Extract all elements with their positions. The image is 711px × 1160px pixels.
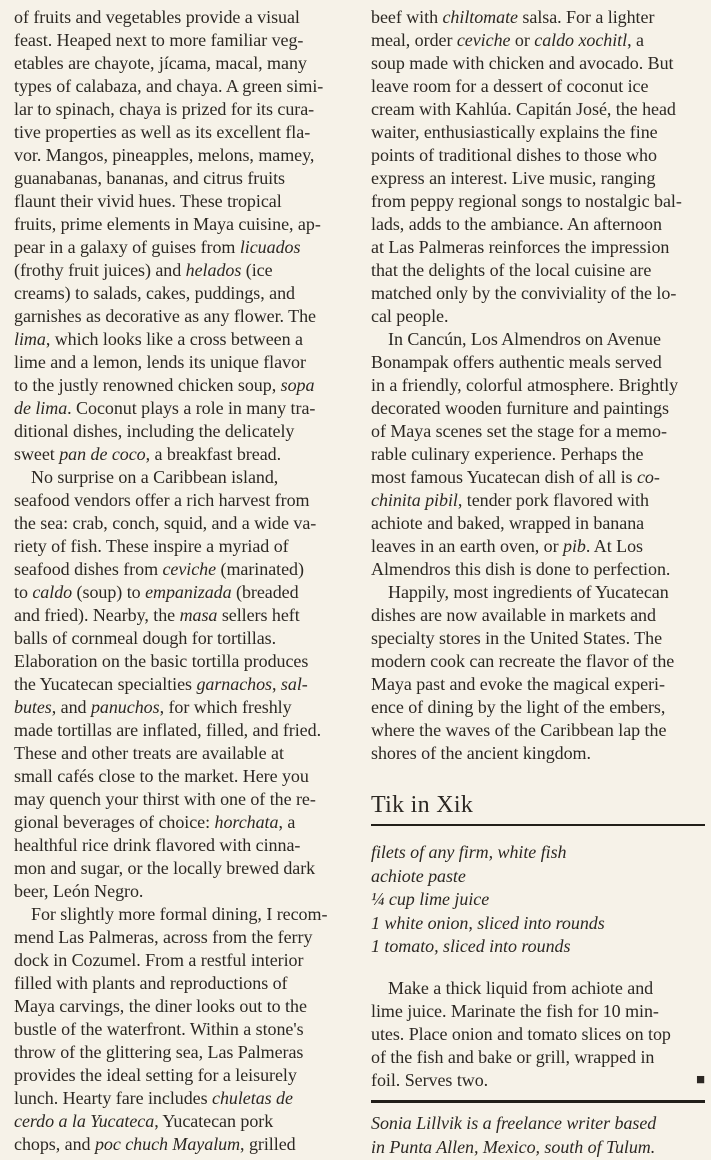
text-line: Maya past and evoke the magical experi- — [371, 674, 665, 694]
text-line: bustle of the waterfront. Within a stone's — [14, 1019, 304, 1039]
article-column-right-text — [371, 6, 705, 765]
text-line: lar to spinach, chaya is prized for its cura- — [14, 99, 315, 119]
text-line: that the delights of the local cuisine are — [371, 260, 652, 280]
text-line: provides the ideal setting for a leisurely — [14, 1065, 297, 1085]
text-line: dock in Cozumel. From a restful interior — [14, 950, 304, 970]
text-line: beer, León Negro. — [14, 881, 144, 901]
text-line: of fruits and vegetables provide a visual — [14, 7, 300, 27]
text-line: meal, order ceviche or caldo xochitl, a — [371, 30, 644, 50]
text-line: chops, and poc chuch Mayalum, grilled — [14, 1134, 296, 1154]
text-line: to the justly renowned chicken soup, sopa — [14, 375, 315, 395]
text-line: to caldo (soup) to empanizada (breaded — [14, 582, 299, 602]
text-line: at Las Palmeras reinforces the impression — [371, 237, 670, 257]
text-line: healthful rice drink flavored with cinna- — [14, 835, 301, 855]
text-line: Happily, most ingredients of Yucatecan — [388, 582, 669, 602]
text-line: points of traditional dishes to those who — [371, 145, 657, 165]
text-line: ditional dishes, including the delicately — [14, 421, 295, 441]
text-line: modern cook can recreate the flavor of the — [371, 651, 675, 671]
recipe-title-rule — [371, 824, 705, 826]
text-line: shores of the ancient kingdom. — [371, 743, 591, 763]
text-line: express an interest. Live music, ranging — [371, 168, 656, 188]
text-line: the sea: crab, conch, squid, and a wide va- — [14, 513, 317, 533]
text-line: cerdo a la Yucateca, Yucatecan pork — [14, 1111, 274, 1131]
text-line: sweet pan de coco, a breakfast bread. — [14, 444, 282, 464]
text-line: riety of fish. These inspire a myriad of — [14, 536, 289, 556]
recipe-ingredients — [371, 841, 705, 959]
text-line: made tortillas are inflated, filled, and fried. — [14, 720, 322, 740]
text-line: achiote and baked, wrapped in banana — [371, 513, 645, 533]
article-column-left — [14, 6, 356, 1156]
text-line: vor. Mangos, pineapples, melons, mamey, — [14, 145, 315, 165]
text-line: Make a thick liquid from achiote and — [388, 977, 654, 998]
text-line: In Cancún, Los Almendros on Avenue — [388, 329, 661, 349]
text-line: from peppy regional songs to nostalgic bal- — [371, 191, 682, 211]
text-line: throw of the glittering sea, Las Palmeras — [14, 1042, 304, 1062]
text-line: tive properties as well as its excellent fla- — [14, 122, 311, 142]
text-line: types of calabaza, and chaya. A green simi- — [14, 76, 324, 96]
text-line: feast. Heaped next to more familiar veg- — [14, 30, 304, 50]
text-line: decorated wooden furniture and paintings — [371, 398, 669, 418]
text-line: matched only by the conviviality of the lo- — [371, 283, 677, 303]
text-line: Almendros this dish is done to perfection. — [371, 559, 671, 579]
text-line: lime and a lemon, lends its unique flavor — [14, 352, 306, 372]
text-line: in a friendly, colorful atmosphere. Brightly — [371, 375, 679, 395]
text-line: mon and sugar, or the locally brewed dark — [14, 858, 316, 878]
text-line: fruits, prime elements in Maya cuisine, ap- — [14, 214, 321, 234]
text-line: 1 white onion, sliced into rounds — [371, 912, 605, 933]
text-line: lima, which looks like a cross between a — [14, 329, 303, 349]
text-line: the Yucatecan specialties garnachos, sal- — [14, 674, 308, 694]
text-line: Maya carvings, the diner looks out to the — [14, 996, 307, 1016]
article-column-right — [371, 6, 705, 1160]
text-line: seafood dishes from ceviche (marinated) — [14, 559, 304, 579]
text-line: flaunt their vivid hues. These tropical — [14, 191, 282, 211]
text-line: lime juice. Marinate the fish for 10 min- — [371, 1000, 659, 1021]
text-line: butes, and panuchos, for which freshly — [14, 697, 292, 717]
text-line: guanabanas, bananas, and citrus fruits — [14, 168, 286, 188]
text-line: most famous Yucatecan dish of all is co- — [371, 467, 660, 487]
text-line: etables are chayote, jícama, macal, many — [14, 53, 307, 73]
text-line: beef with chiltomate salsa. For a lighter — [371, 7, 655, 27]
text-line: mend Las Palmeras, across from the ferry — [14, 927, 313, 947]
text-line: dishes are now available in markets and — [371, 605, 656, 625]
text-line: may quench your thirst with one of the re- — [14, 789, 316, 809]
end-of-article-mark: ■ — [695, 1071, 705, 1088]
text-line: utes. Place onion and tomato slices on top — [371, 1023, 671, 1044]
text-line: waiter, enthusiastically explains the fine — [371, 122, 658, 142]
text-line: These and other treats are available at — [14, 743, 284, 763]
text-line: rable culinary experience. Perhaps the — [371, 444, 644, 464]
text-line: ¼ cup lime juice — [371, 889, 490, 909]
text-line: ■ foil. Serves two. — [371, 1069, 705, 1090]
text-line: 1 tomato, sliced into rounds — [371, 936, 571, 956]
text-line: lunch. Hearty fare includes chuletas de — [14, 1088, 293, 1108]
text-line: soup made with chicken and avocado. But — [371, 53, 674, 73]
text-line: Bonampak offers authentic meals served — [371, 352, 662, 372]
text-line: small cafés close to the market. Here you — [14, 766, 309, 786]
text-line: filled with plants and reproductions of — [14, 973, 288, 993]
text-line: specialty stores in the United States. The — [371, 628, 663, 648]
text-line: achiote paste — [371, 865, 466, 886]
recipe-instructions — [371, 977, 705, 1092]
text-line: creams) to salads, cakes, puddings, and — [14, 283, 295, 303]
text-line: of Maya scenes set the stage for a memo- — [371, 421, 667, 441]
text-line: cream with Kahlúa. Capitán José, the head — [371, 99, 676, 119]
text-line: leave room for a dessert of coconut ice — [371, 76, 649, 96]
text-line: No surprise on a Caribbean island, — [31, 467, 279, 487]
text-line: Elaboration on the basic tortilla produces — [14, 651, 309, 671]
text-line: and fried). Nearby, the masa sellers heft — [14, 605, 300, 625]
text-line: pear in a galaxy of guises from licuados — [14, 237, 301, 257]
text-line: chinita pibil, tender pork flavored with — [371, 490, 649, 510]
recipe-title: Tik in Xik — [371, 792, 474, 818]
text-line: of the fish and bake or grill, wrapped in — [371, 1046, 655, 1067]
author-bio — [371, 1111, 705, 1160]
text-line: lads, adds to the ambiance. An afternoon — [371, 214, 662, 234]
text-line: de lima. Coconut plays a role in many tra- — [14, 398, 316, 418]
text-line: filets of any firm, white fish — [371, 842, 567, 862]
text-line: seafood vendors offer a rich harvest from — [14, 490, 310, 510]
text-line: leaves in an earth oven, or pib. At Los — [371, 536, 643, 556]
text-line: Sonia Lillvik is a freelance writer based — [371, 1112, 657, 1133]
text-line: ence of dining by the light of the embers, — [371, 697, 666, 717]
author-bio-divider-rule — [371, 1100, 705, 1103]
text-line: (frothy fruit juices) and helados (ice — [14, 260, 273, 280]
text-line: garnishes as decorative as any flower. The — [14, 306, 316, 326]
text-line: balls of cornmeal dough for tortillas. — [14, 628, 277, 648]
text-line: where the waves of the Caribbean lap the — [371, 720, 667, 740]
text-line: cal people. — [371, 306, 449, 326]
text-line: gional beverages of choice: horchata, a — [14, 812, 296, 832]
text-line: For slightly more formal dining, I recom- — [31, 904, 328, 924]
text-line: in Punta Allen, Mexico, south of Tulum. — [371, 1137, 656, 1157]
